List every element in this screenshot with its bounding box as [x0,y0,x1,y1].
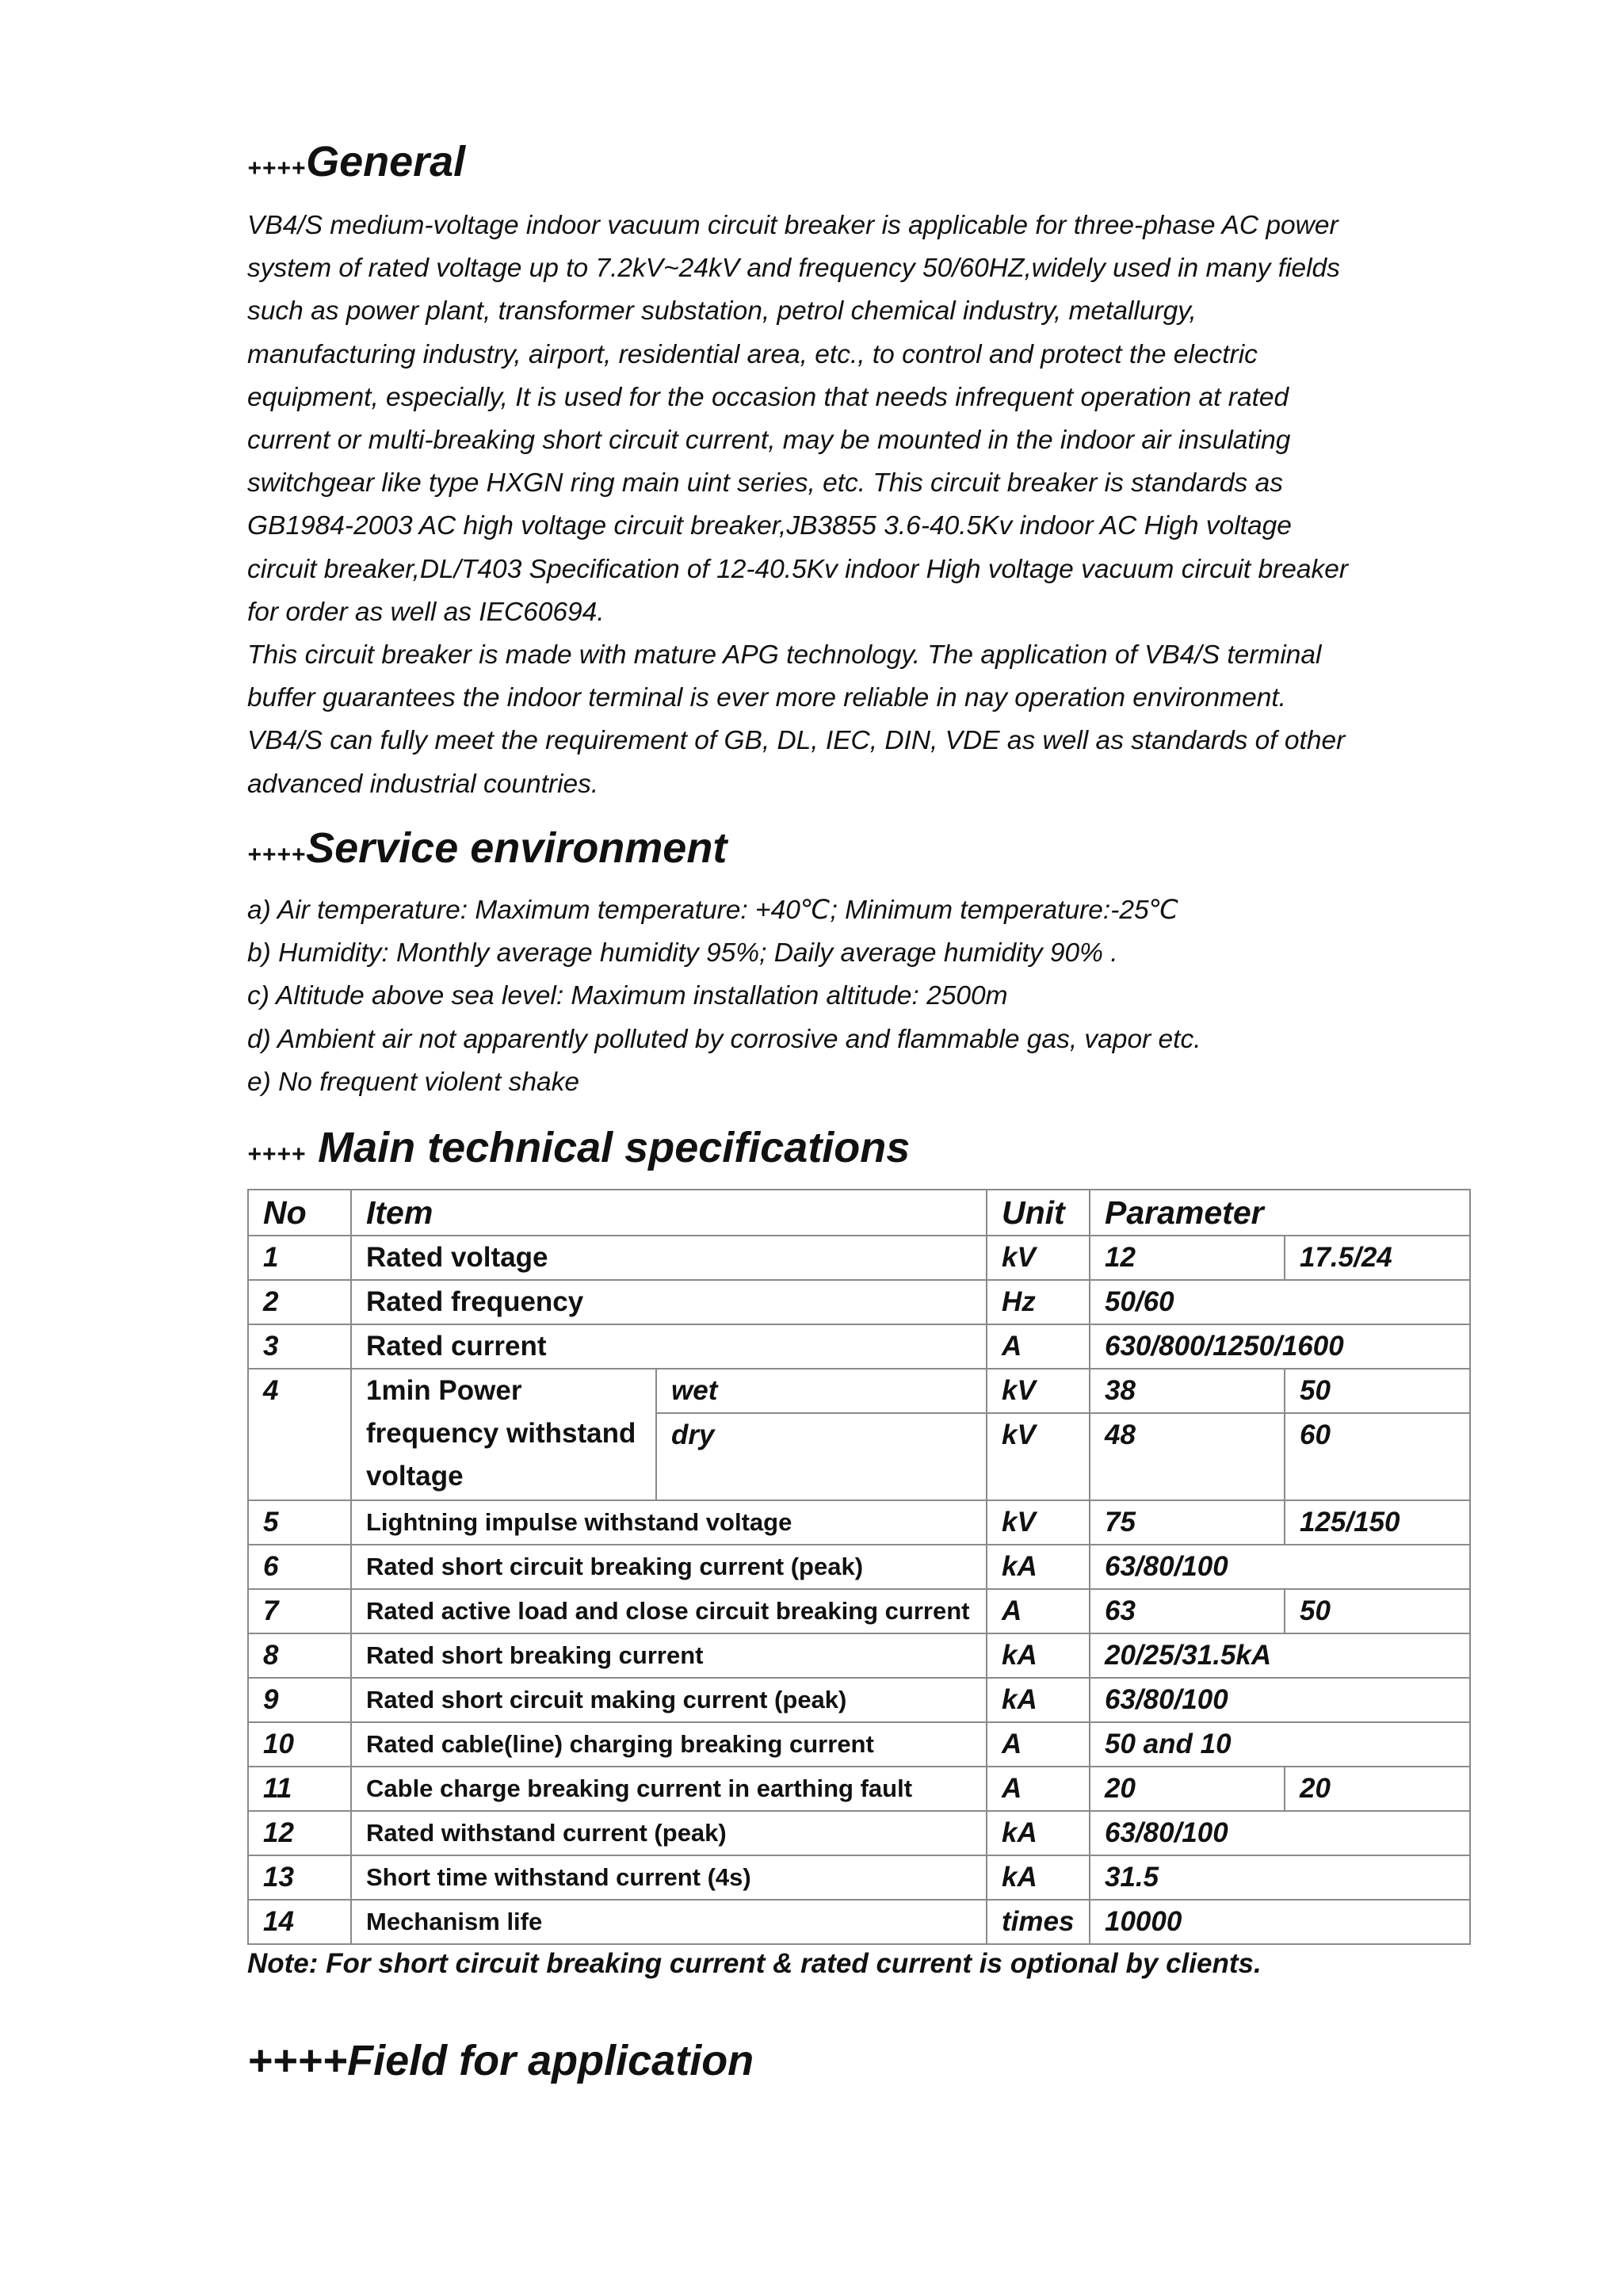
row-no: 6 [248,1545,351,1589]
table-row [248,1280,1470,1324]
row-param-1: 48 [1090,1413,1285,1500]
specs-table [247,1189,1471,1945]
table-row [248,1900,1470,1944]
row-no: 14 [248,1900,351,1944]
service-heading-title: Service environment [306,824,727,872]
row-param: 20/25/31.5kA [1090,1633,1470,1678]
row-no: 3 [248,1324,351,1369]
row-item: Rated active load and close circuit breaking current [351,1589,987,1633]
row-param-2: 20 [1285,1767,1470,1811]
row-param: 31.5 [1090,1855,1470,1900]
row-item: 1min Power frequency withstand voltage [351,1369,656,1500]
table-row [248,1369,1470,1413]
row-no: 11 [248,1767,351,1811]
row-unit: A [987,1767,1090,1811]
general-heading-prefix: ++++ [247,155,307,181]
paragraph-line: GB1984-2003 AC high voltage circuit breaker,JB3855 3.6-40.5Kv indoor AC High voltage [247,511,1292,541]
row-unit: A [987,1589,1090,1633]
table-row [248,1767,1470,1811]
row-item: Rated frequency [351,1280,987,1324]
paragraph-line: equipment, especially, It is used for the occasion that needs infrequent operation at rated [247,382,1289,412]
header-parameter: Parameter [1090,1190,1470,1236]
row-unit: Hz [987,1280,1090,1324]
row-no: 4 [248,1369,351,1500]
paragraph-line: This circuit breaker is made with mature APG technology. The application of VB4/S terminal [247,640,1322,670]
general-heading [247,138,465,193]
paragraph-line: such as power plant, transformer substation, petrol chemical industry, metallurgy, [247,296,1197,327]
row-param: 50/60 [1090,1280,1470,1324]
service-heading-prefix: ++++ [247,842,307,868]
row-param-2: 50 [1285,1369,1470,1413]
general-heading-title: General [306,138,466,185]
row-item: Rated short circuit breaking current (peak) [351,1545,987,1589]
row-unit: kA [987,1545,1090,1589]
row-item: Rated voltage [351,1236,987,1280]
row-unit: kA [987,1855,1090,1900]
table-row [248,1324,1470,1369]
field-heading-prefix: ++++ [247,2037,348,2084]
table-row [248,1236,1470,1280]
row-item: Mechanism life [351,1900,987,1944]
field-heading [247,2037,754,2084]
service-list [247,889,1404,1104]
row-param: 63/80/100 [1090,1545,1470,1589]
list-item: b) Humidity: Monthly average humidity 95%; Daily average humidity 90% . [247,938,1118,968]
row-param: 63/80/100 [1090,1811,1470,1855]
row-no: 8 [248,1633,351,1678]
row-param-2: 50 [1285,1589,1470,1633]
list-item: d) Ambient air not apparently polluted by corrosive and flammable gas, vapor etc. [247,1024,1201,1054]
table-row [248,1545,1470,1589]
paragraph-line: manufacturing industry, airport, residential area, etc., to control and protect the electric [247,339,1258,369]
row-no: 5 [248,1500,351,1545]
row-unit: A [987,1722,1090,1767]
row-param-2: 17.5/24 [1285,1236,1470,1280]
paragraph-line: buffer guarantees the indoor terminal is ever more reliable in nay operation environment. [247,683,1286,713]
row-item: Rated withstand current (peak) [351,1811,987,1855]
row-no: 1 [248,1236,351,1280]
field-heading-title: Field for application [347,2037,754,2084]
paragraph-line: VB4/S can fully meet the requirement of GB, DL, IEC, DIN, VDE as well as standards of other [247,726,1346,756]
row-param-1: 38 [1090,1369,1285,1413]
row-item: Rated short breaking current [351,1633,987,1678]
row-param-2: 60 [1285,1413,1470,1500]
row-item: Cable charge breaking current in earthing fault [351,1767,987,1811]
row-param: 63/80/100 [1090,1678,1470,1722]
row-param: 50 and 10 [1090,1722,1470,1767]
row-param-1: 63 [1090,1589,1285,1633]
general-paragraph [247,204,1404,806]
row-no: 12 [248,1811,351,1855]
specs-heading-title: Main technical specifications [306,1124,911,1171]
table-header-row [248,1190,1470,1236]
service-heading [247,824,727,879]
paragraph-line: system of rated voltage up to 7.2kV~24kV and frequency 50/60HZ,widely used in many fields [247,254,1340,284]
header-unit: Unit [987,1190,1090,1236]
table-row [248,1633,1470,1678]
row-unit: kA [987,1678,1090,1722]
row-unit: kV [987,1236,1090,1280]
paragraph-line: for order as well as IEC60694. [247,597,605,627]
row-unit: A [987,1324,1090,1369]
row-param-1: 20 [1090,1767,1285,1811]
row-param-1: 75 [1090,1500,1285,1545]
table-row [248,1678,1470,1722]
row-sub-label: wet [656,1369,987,1413]
row-no: 9 [248,1678,351,1722]
list-item: c) Altitude above sea level: Maximum installation altitude: 2500m [247,981,1008,1011]
row-no: 2 [248,1280,351,1324]
row-unit: times [987,1900,1090,1944]
row-no: 13 [248,1855,351,1900]
row-param-2: 125/150 [1285,1500,1470,1545]
paragraph-line: advanced industrial countries. [247,769,599,799]
paragraph-line: current or multi-breaking short circuit current, may be mounted in the indoor air insulating [247,426,1291,456]
row-param: 10000 [1090,1900,1470,1944]
table-row [248,1589,1470,1633]
row-param: 630/800/1250/1600 [1090,1324,1470,1369]
list-item: e) No frequent violent shake [247,1067,579,1097]
table-row [248,1811,1470,1855]
header-item: Item [351,1190,987,1236]
row-unit: kA [987,1811,1090,1855]
row-unit: kA [987,1633,1090,1678]
row-sub-label: dry [656,1413,987,1500]
row-item: Short time withstand current (4s) [351,1855,987,1900]
row-no: 7 [248,1589,351,1633]
row-item: Lightning impulse withstand voltage [351,1500,987,1545]
row-item: Rated current [351,1324,987,1369]
row-unit: kV [987,1413,1090,1500]
paragraph-line: circuit breaker,DL/T403 Specification of 12-40.5Kv indoor High voltage vacuum circuit breaker [247,554,1349,584]
table-row [248,1500,1470,1545]
row-item: Rated short circuit making current (peak) [351,1678,987,1722]
row-unit: kV [987,1369,1090,1413]
specs-heading-prefix: ++++ [247,1141,307,1167]
paragraph-line: switchgear like type HXGN ring main uint series, etc. This circuit breaker is standards as [247,468,1283,499]
specs-heading [247,1124,910,1179]
row-param-1: 12 [1090,1236,1285,1280]
specs-note: Note: For short circuit breaking current & rated current is optional by clients. [247,1948,1262,1979]
list-item: a) Air temperature: Maximum temperature: +40℃; Minimum temperature:-25℃ [247,896,1179,925]
row-no: 10 [248,1722,351,1767]
header-no: No [248,1190,351,1236]
row-item: Rated cable(line) charging breaking current [351,1722,987,1767]
table-row [248,1722,1470,1767]
row-unit: kV [987,1500,1090,1545]
paragraph-line: VB4/S medium-voltage indoor vacuum circuit breaker is applicable for three-phase AC power [247,211,1338,240]
table-row [248,1855,1470,1900]
